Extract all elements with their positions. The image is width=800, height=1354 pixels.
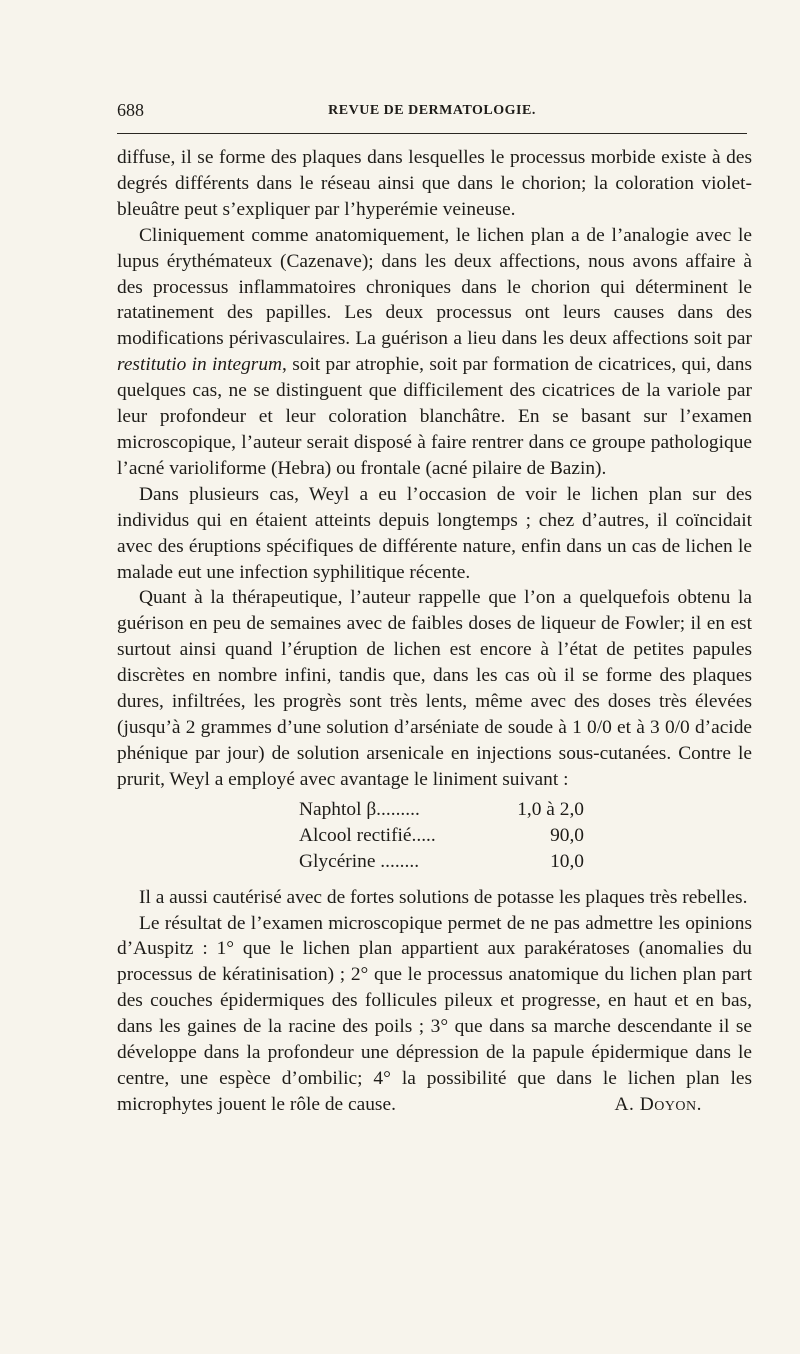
paragraph-part: Cliniquement comme anatomiquement, le lichen plan a de l’analogie avec le lupus érythémateux (Cazenave); dans les deux affections, nous avons affaire à des processus inflammatoires chroniques dans le chorion qui déterminent le ratatinement des papilles. Les deux processus ont leurs causes dans des modifications périvasculaires. La guérison a lieu dans les deux affections soit par	[117, 224, 752, 350]
paragraph: Il a aussi cautérisé avec de fortes solutions de potasse les plaques très rebelles.	[139, 886, 748, 908]
paragraph: Dans plusieurs cas, Weyl a eu l’occasion de voir le lichen plan sur des individus qui en étaient atteints depuis longtemps ; chez d’autres, il coïncidait avec des éruptions spécifiques de différente nature, enfin dans un cas de lichen le malade eut une infection syphilitique récente.	[117, 483, 752, 583]
ingredient-quantity: 1,0 à 2,0	[517, 798, 584, 820]
formula-row	[299, 823, 752, 849]
running-title: REVUE DE DERMATOLOGIE.	[328, 103, 536, 118]
liniment-formula	[299, 797, 752, 875]
ingredient-name: Glycérine ........	[299, 850, 420, 872]
ingredient-quantity: 90,0	[550, 824, 584, 846]
page-number: 688	[117, 100, 144, 120]
paragraph	[117, 911, 752, 1118]
ingredient-name: Alcool rectifié.....	[299, 824, 436, 846]
paragraph: Quant à la thérapeutique, l’auteur rappelle que l’on a quelquefois obtenu la guérison en peu de semaines avec de faibles doses de liqueur de Fowler; il en est surtout ainsi quand l’éruption de lichen est encore à l’état de petites papules discrètes en nombre infini, tandis que, dans les cas où il se forme des plaques dures, infiltrées, les progrès sont très lents, même avec des doses très élevées (jusqu’à 2 grammes d’une solution d’arséniate de soude à 1 0/0 et à 3 0/0 d’acide phénique par jour) de solution arsenicale en injections sous-cutanées. Contre le prurit, Weyl a employé avec avantage le liniment suivant :	[117, 587, 752, 790]
article-body	[117, 145, 752, 1118]
paragraph: diffuse, il se forme des plaques dans lesquelles le processus morbide existe à des degrés différents dans le réseau ainsi que dans le chorion; la coloration violet-bleuâtre peut s’expliquer par l’hyperémie veineuse.	[117, 147, 752, 220]
author-name: Doyon.	[639, 1093, 702, 1115]
author-signature	[614, 1092, 702, 1118]
paragraph-text: Le résultat de l’examen microscopique permet de ne pas admettre les opinions d’Auspitz : 1° que le lichen plan appartient aux parakératoses (anomalies du processus de kératinisation) ; 2° que le processus anatomique du lichen plan part des couches épidermiques des follicules pileux et progresse, en haut et en bas, dans les gaines de la racine des poils ; 3° que dans sa marche descendante il se développe dans la profondeur une dépression de la papule épidermique dans le centre, une espèce d’ombilic; 4° la possibilité que dans le lichen plan les microphytes jouent le rôle de cause.	[117, 912, 752, 1115]
paragraph	[117, 223, 752, 482]
formula-row	[299, 797, 752, 823]
author-initial: A.	[614, 1093, 635, 1115]
formula-row	[299, 849, 752, 875]
header-rule	[117, 133, 747, 134]
page-header	[117, 100, 747, 124]
latin-phrase: restitutio in integrum	[117, 354, 283, 376]
paragraph-part: , soit par atrophie, soit par formation de cicatrices, qui, dans quelques cas, ne se distinguent que difficilement des cicatrices de la variole par leur profondeur et leur coloration blanchâtre. En se basant sur l’examen microscopique, l’auteur serait disposé à faire rentrer dans ce groupe pathologique l’acné varioliforme (Hebra) ou frontale (acné pilaire de Bazin).	[117, 354, 752, 479]
ingredient-name: Naphtol β.........	[299, 798, 420, 820]
ingredient-quantity: 10,0	[550, 850, 584, 872]
